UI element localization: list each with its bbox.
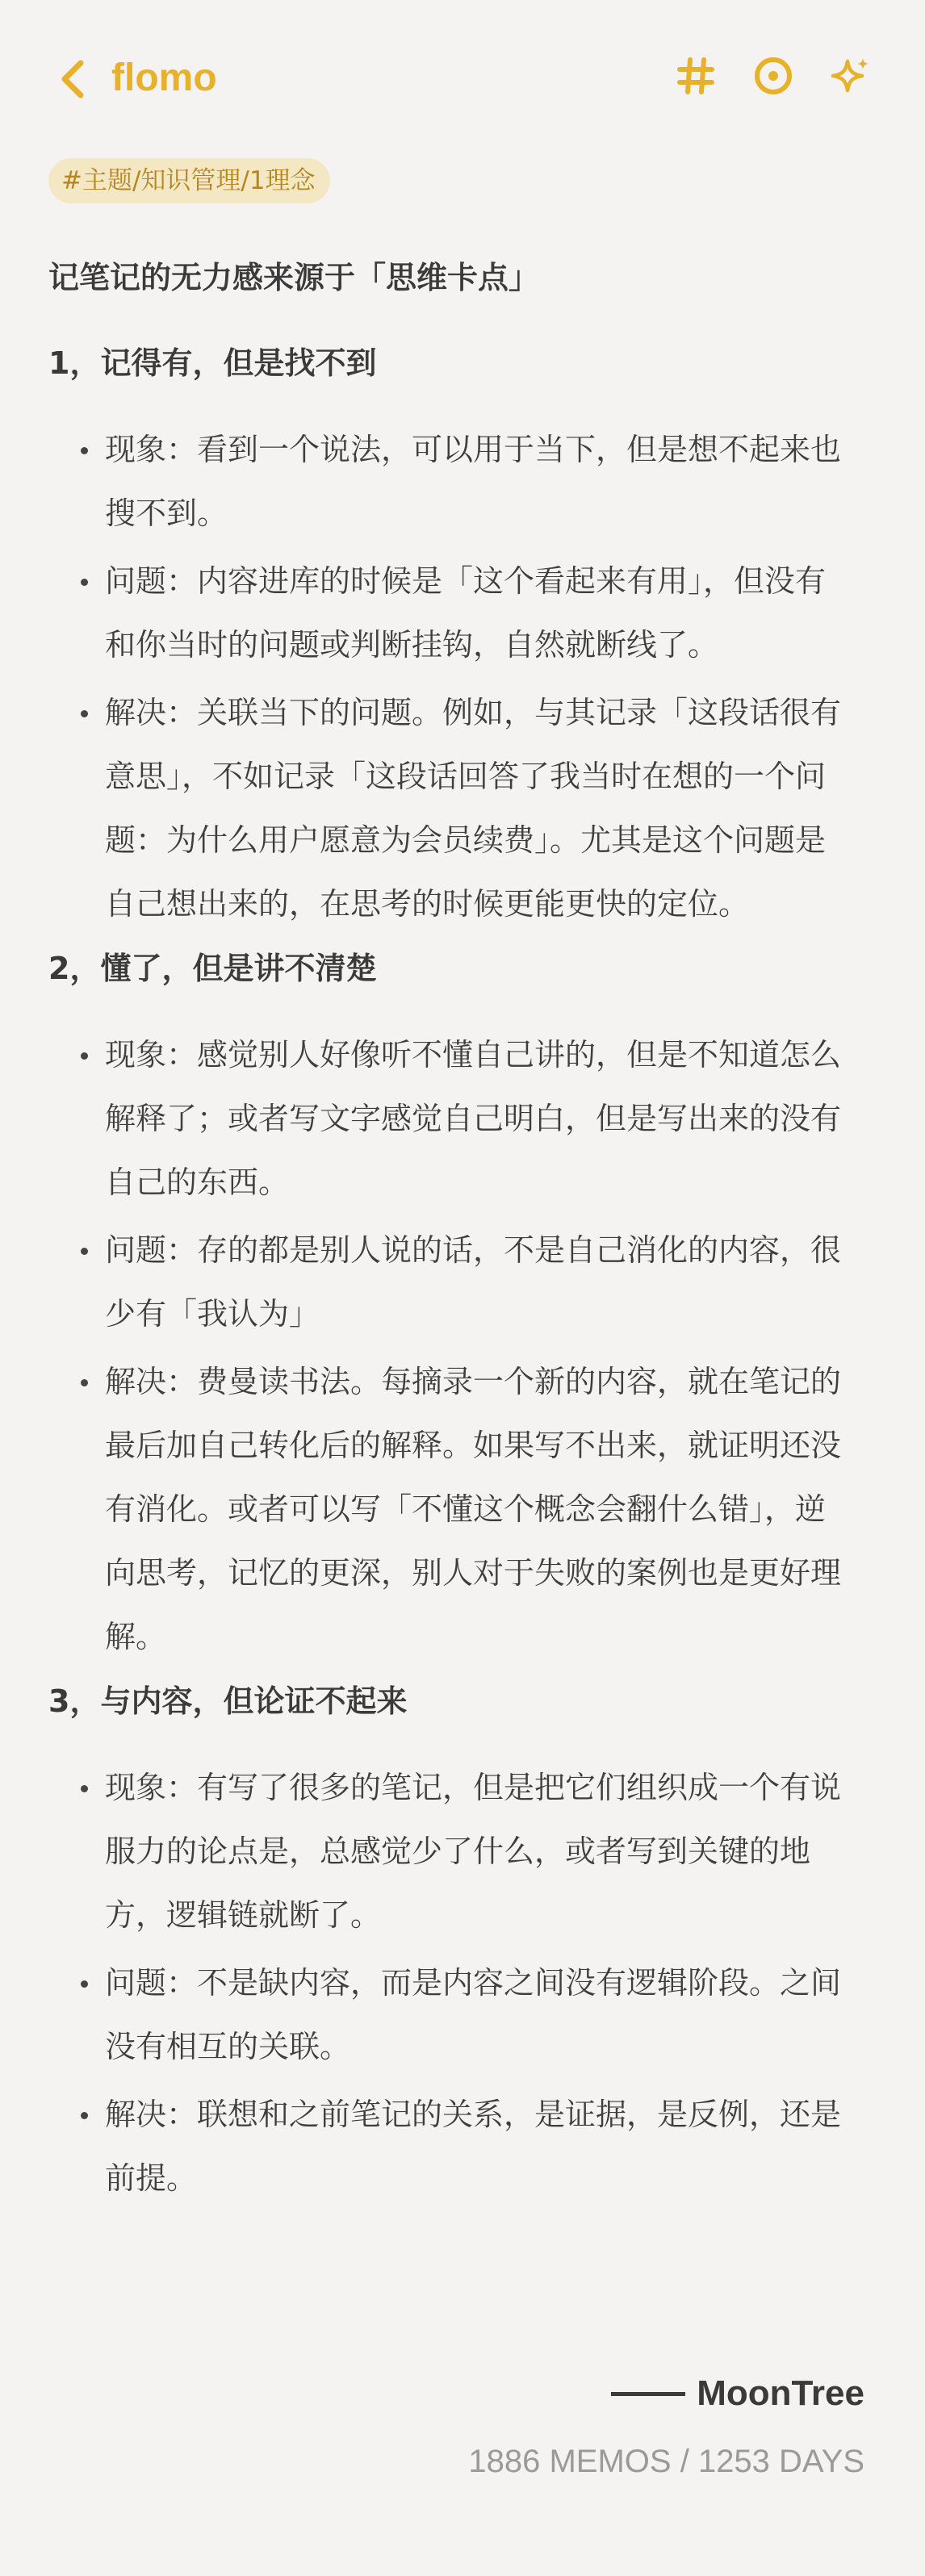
list-item: 解决：关联当下的问题。例如，与其记录「这段话很有意思」，不如记录「这段话回答了我当时在想的一个问题：为什么用户愿意为会员续费」。尤其是这个问题是自己想出来的，在思考的时候更能更快的定位。 xyxy=(48,681,856,936)
list-item: 现象：感觉别人好像听不懂自己讲的，但是不知道怎么解释了；或者写文字感觉自己明白，但是写出来的没有自己的东西。 xyxy=(48,1023,856,1215)
memo-stats: 1886 MEMOS / 1253 DAYS xyxy=(468,2444,864,2479)
list-item: 现象：有写了很多的笔记，但是把它们组织成一个有说服力的论点是，总感觉少了什么，或者写到关键的地方，逻辑链就断了。 xyxy=(48,1756,856,1947)
sparkles-icon[interactable] xyxy=(830,55,872,97)
memo-title: 记笔记的无力感来源于「思维卡点」 xyxy=(48,260,540,295)
topic-tag[interactable]: #主题/知识管理/1理念 xyxy=(48,158,330,203)
memo-body xyxy=(48,245,856,2218)
bullet-list xyxy=(48,1756,856,2210)
bullet-list xyxy=(48,418,856,936)
section-heading: 2，懂了，但是讲不清楚 xyxy=(48,951,377,986)
list-item: 问题：存的都是别人说的话，不是自己消化的内容，很少有「我认为」 xyxy=(48,1219,856,1346)
list-item: 解决：联想和之前笔记的关系，是证据，是反例，还是前提。 xyxy=(48,2083,856,2210)
list-item: 问题：内容进库的时候是「这个看起来有用」，但没有和你当时的问题或判断挂钩，自然就断线了。 xyxy=(48,550,856,677)
author-name: MoonTree xyxy=(697,2373,864,2413)
back-chevron-icon[interactable] xyxy=(57,53,89,105)
brand-logo[interactable]: flomo xyxy=(111,56,217,99)
signature-dash xyxy=(611,2392,685,2396)
list-item: 现象：看到一个说法，可以用于当下，但是想不起来也搜不到。 xyxy=(48,418,856,546)
bullet-list xyxy=(48,1023,856,1669)
header-actions xyxy=(675,55,872,103)
author-signature xyxy=(611,2369,864,2418)
list-item: 问题：不是缺内容，而是内容之间没有逻辑阶段。之间没有相互的关联。 xyxy=(48,1951,856,2079)
section-heading: 1，记得有，但是找不到 xyxy=(48,345,377,381)
list-item: 解决：费曼读书法。每摘录一个新的内容，就在笔记的最后加自己转化后的解释。如果写不出来，就证明还没有消化。或者可以写「不懂这个概念会翻什么错」，逆向思考，记忆的更深，别人对于失败的案例也是更好理解。 xyxy=(48,1350,856,1669)
top-bar xyxy=(48,47,872,111)
target-icon[interactable] xyxy=(752,55,794,97)
section-heading: 3，与内容，但论证不起来 xyxy=(48,1683,408,1719)
hashtag-icon[interactable] xyxy=(675,55,717,97)
